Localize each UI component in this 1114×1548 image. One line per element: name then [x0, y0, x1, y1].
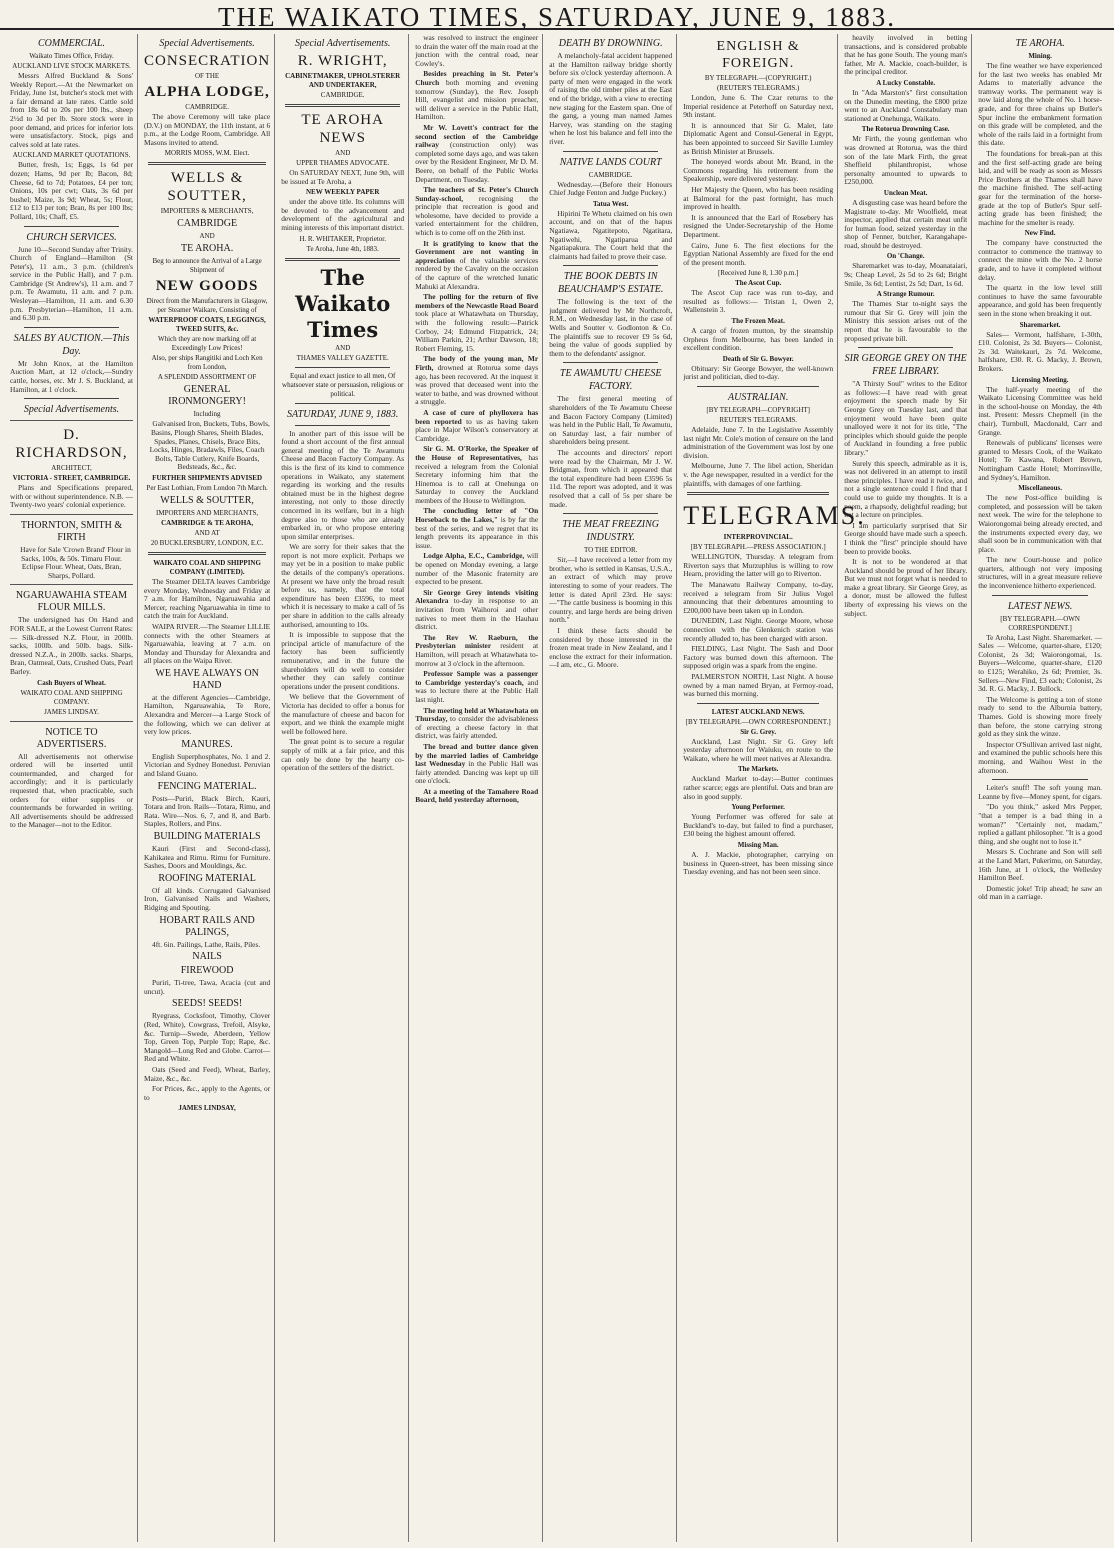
debts-body: The following is the text of the judgment delivered by Mr Northcroft, R.M., on Wednesday last, in the case of Wells and Soutter v. Godlonton & Co. The plaintiffs sue to recover £9 5s 6d, being the value of goods supplied by them to the defendants' assignor.	[549, 297, 673, 358]
columns-container	[8, 34, 1106, 1542]
markets-body: Auckland Market to-day:—Butter continues rather scarce; eggs are plentiful. Oats and bran are also in good supply.	[683, 774, 834, 801]
drowning-heading: DEATH BY DROWNING.	[558, 38, 663, 49]
news-item-body: and was to lecture there at the Public Hall last night.	[415, 677, 539, 704]
further-shipments: FURTHER SHIPMENTS ADVISED	[152, 473, 263, 482]
tatua-heading: Tatua West.	[592, 199, 629, 208]
divider	[295, 367, 390, 368]
aroha-body2: under the above title. Its columns will be devoted to the advancement and development of the agricultural and mining interests of this important district.	[281, 197, 405, 232]
foreign-item: Her Majesty the Queen, who has been residing at Balmoral for the past fortnight, has much improved in health.	[683, 184, 834, 212]
news-item-lead: The body of the young man, Mr Firth,	[415, 354, 539, 372]
divider	[697, 703, 819, 704]
notice-title: NOTICE TO ADVERTISERS.	[36, 726, 107, 750]
foreign-item: Cairo, June 6. The first elections for the Egyptian National Assembly are fixed for the end of the present month.	[683, 240, 834, 267]
change-body: Sharemarket was to-day, Moanataiari, 9s; Cheap Level, 2s 5d to 2s 6d; Bright Smile, 3s 6d; Lentist, 2s 5d; Dart, 1s 6d.	[844, 261, 968, 288]
special-ads-heading: Special Advertisements.	[295, 38, 391, 49]
commercial-office: Waikato Times Office, Friday.	[29, 52, 114, 60]
free-library-heading: SIR GEORGE GREY ON THE FREE LIBRARY.	[844, 353, 967, 378]
news-item-lead: The polling for the return of five members of the Newcastle Road Board	[415, 292, 539, 310]
news-item-lead: Mr W. Lovett's contract for the second section of the Cambridge railway	[415, 122, 539, 150]
sharemarket-heading: Sharemarket.	[1019, 320, 1061, 329]
welcome-body: The Welcome is getting a ton of stone ready to send to the Alburnia battery, Thames. Gold is showing more freely than before, the stone carrying strong gold as they sink the winze.	[978, 694, 1102, 739]
lodge-title: ALPHA LODGE,	[144, 84, 270, 100]
news-item-body: of the valuable services rendered by the Cavalry on the occasion of the capture of the wretched lunatic Mahuki at Alexandra.	[415, 255, 539, 291]
news-item-lead: Sir George Grey intends visiting Alexandra	[415, 587, 539, 606]
wells-sub: IMPORTERS & MERCHANTS,	[160, 207, 254, 216]
roofing-body: Of all kinds. Corrugated Galvanised Iron, Galvanised Nails and Washers, Ridging and Spouting.	[144, 885, 271, 912]
times-and: AND	[335, 343, 351, 352]
including-label: Including	[193, 410, 221, 419]
news-item-lead: The Rev W. Raeburn, the Presbyterian minister	[415, 632, 539, 651]
divider	[992, 595, 1088, 596]
australian-body: Melbourne, June 7. The libel action, Sheridan v. the Age newspaper, resulted in a verdict for the plaintiffs, with damages of one farthing.	[683, 461, 834, 488]
firewood-title: FIREWOOD	[180, 965, 234, 977]
times-sub: THAMES VALLEY GAZETTE.	[296, 353, 389, 362]
thornton-ad	[10, 514, 133, 580]
meat-heading: THE MEAT FREEZING INDUSTRY.	[562, 519, 660, 544]
lindsay-sign: JAMES LINDSAY,	[178, 1104, 236, 1113]
foreign-item: It is announced that the Earl of Rosebery has resigned the Under-Secretaryship of the Home Department.	[683, 212, 834, 239]
quotations-body: Butter, fresh, 1s; Eggs, 1s 6d per dozen; Hams, 9d per lb; Bacon, 8d; Cheese, 6d to 7d; Potatoes, £4 per ton; Onions, 10s per cwt; Oats, 3s 6d per bushel; Maize, 3s 9d; Wheat, 5s; Flour, £12 to £13 per ton; Bran, 8s per 100 lbs; Pollard, 10s; Chaff, £5.	[10, 160, 133, 221]
new-goods-title: NEW GOODS	[155, 278, 259, 295]
news-item-lead: The bread and butter dance given by the married ladies of Cambridge last Wednesday	[415, 741, 539, 769]
richardson-body: Plans and Specifications prepared, with or without superintendence. N.B. — Twenty-two years' colonial experience.	[10, 483, 133, 510]
wells2-title: WELLS & SOUTTER,	[160, 494, 254, 506]
divider	[858, 347, 953, 348]
free-library-body: "A Thirsty Soul" writes to the Editor as follows:—I have read with great enjoyment the speech made by Sir George Grey on Tuesday last, and that enjoyment would have been quite unalloyed were it not for its title, "The principles which should guide the people of Auckland in founding a free public library."	[844, 379, 968, 457]
meat-body: I think these facts should be considered by those interested in the frozen meat trade in New Zealand, and I enclose the extract for their information.—I am, etc., G. Moore.	[549, 625, 673, 670]
editorial-paragraph: We believe that the Government of Victoria has decided to offer a bonus for the manufacture of cheese and bacon for export, and we think the example might well be followed here.	[281, 692, 405, 736]
continued-paragraph: was resolved to instruct the engineer to drain the water off the main road at the junction with the central road, near Cowley's.	[415, 33, 539, 68]
aroha-sub: UPPER THAMES ADVOCATE.	[296, 159, 390, 167]
news-item-lead: Besides preaching in St. Peter's Church	[415, 69, 539, 87]
australian-reuter: REUTER'S TELEGRAMS.	[719, 416, 798, 425]
news-item-body: to-day in response to an invitation from Waihoroi and other natives to meet them in the Hauhau district.	[415, 596, 539, 632]
seeds-title: SEEDS! SEEDS!	[171, 998, 243, 1010]
quartz-body: The quartz in the low level still continues to have the same favourable appearance, and gold has been frequently seen in the stone when breaking it out.	[978, 283, 1102, 319]
snippet: Leiter's snuff! The soft young man. Leanne by five—Money spent, for cigars.	[978, 783, 1102, 801]
thornton-body: Have for Sale 'Crown Brand' Flour in Sacks, 100s, & 50s. Timaru Flour. Eclipse Flour. Wheat, Oats, Bran, Sharps, Pollard.	[20, 545, 131, 580]
livestock-heading: AUCKLAND LIVE STOCK MARKETS.	[12, 62, 131, 70]
news-item-lead: Sir G. M. O'Rorke, the Speaker of the House of Representatives,	[415, 444, 539, 462]
manures-title: MANURES.	[181, 738, 233, 750]
ngaruawahia-title: NGARUAWAHIA STEAM FLOUR MILLS.	[15, 590, 128, 614]
news-item	[415, 240, 538, 292]
richardson-address: VICTORIA - STREET, CAMBRIDGE.	[12, 474, 131, 483]
news-item-body: is by far the best of the series, and we regret that its length prevents its appearance in this issue.	[415, 515, 539, 550]
free-library-body: It is not to be wondered at that Auckland should be proud of her library. But we must not forget what is needed to make a great library. Sir George Grey, as a donor, must be allowed the fullest liberty of expressing his views on the subject.	[844, 557, 968, 618]
mining-heading: Mining.	[1028, 52, 1052, 60]
news-item-body: (construction only) was completed some days ago, and was taken over by the Resident Engineer, Mr D. M. Beere, on behalf of the Public Works Department, on Tuesday.	[415, 140, 539, 184]
divider	[697, 386, 819, 387]
divider	[295, 403, 390, 404]
grey-heading: Sir G. Grey.	[740, 727, 777, 736]
wells-ken: Also, per ships Rangitiki and Loch Ken from London,	[151, 354, 263, 372]
snippet: "Do you think," asked Mrs Pepper, "that a temper is a bad thing in a woman?" "Certainly not, madam," replied a gallant philosopher. "It is a good thing, and she ought not to lose it."	[978, 802, 1102, 846]
news-item	[415, 507, 538, 550]
rumour-heading: A Strange Rumour.	[876, 290, 935, 299]
news-item-lead: Professor Sample was a passenger to Cambridge yesterday's coach,	[415, 669, 539, 687]
column-5	[547, 34, 677, 1542]
nails-title: NAILS	[192, 951, 222, 963]
church-body: June 10—Second Sunday after Trinity. Church of England—Hamilton (St Peter's), 11 a.m., 3 p.m. (children's service in the Public Hall), and 7 p.m. Cambridge (St Andrew's), 11 a.m. and 7 p.m. Te Awamutu, 11 a.m. and 7 p.m. Wesleyan—Hamilton, 11 a.m. and 6.30 p.m. Presbyterian—Hamilton, 11 a.m. and 6.30 p.m.	[10, 244, 133, 323]
snippet: Messrs S. Cochrane and Son will sell at the Land Mart, Pukerimu, on Saturday, 16th June, at 1 o'clock, the Wellesley Hamilton Beef.	[978, 847, 1102, 883]
wheat-title: Cash Buyers of Wheat.	[37, 678, 106, 687]
fencing-body: Posts—Puriri, Black Birch, Kauri, Totara and Iron. Rails—Totara, Rimu, and Rata. Wire—Nos. 6, 7, and 8, and Barb. Staples, Rollers, and Pins.	[144, 793, 271, 829]
debts-heading: THE BOOK DEBTS IN BEAUCHAMP'S ESTATE.	[557, 271, 664, 296]
ngaruawahia-body: The undersigned has On Hand and FOR SALE, at the Lowest Current Rates:— Silk-dressed N.Z. Flour, in 200lb. sacks, 100lb. and 50lb. bags. Silk-dressed N.Z.A., in 200lb. sacks. Sharps, Bran, Oatmeal, Oats, Crushed Oats, Pearl Barley.	[10, 615, 133, 676]
foreign-item: It is announced that Sir G. Malet, late Diplomatic Agent and Consul-General in Egypt, has been appointed to succeed Sir Saville Lumley as British Minister at Brussels.	[683, 120, 834, 156]
news-item	[415, 743, 538, 786]
news-item	[415, 124, 538, 184]
newspaper-title: THE WAIKATO TIMES, SATURDAY, JUNE 9, 1883.	[217, 2, 897, 32]
markets-heading: The Markets.	[737, 765, 779, 774]
mining-body: The foundations for break-pan at this and the first self-acting grade are being laid, and will be ready as soon as Messrs Price Brothers at the Thames shall have the machine finished. The self-acting gear for the termination of the horse-grade at the top of Butler's Spur self-acting grade has been finished; the machine for the smelter is ready.	[978, 148, 1102, 227]
news-item-body: resident at Hamilton, will preach at Whatawhata to-morrow at 3 o'clock in the afternoon.	[415, 641, 539, 668]
sales-body: Mr John Knox, at the Hamilton Auction Mart, at 12 o'clock,—Sundry cattle, horses, etc. Mr J. S. Buckland, at Hamilton, at 1 o'clock.	[10, 358, 133, 394]
coal-title: WAIKATO COAL AND SHIPPING COMPANY.	[20, 688, 123, 706]
livestock-report: Messrs Alfred Buckland & Sons' Weekly Report.—At the Newmarket on Friday, June 1st, butcher's stock met with a fair demand at late rates. Cattle sold from 18s 6d to 20s per 100 lbs., sheep 2½d to 3d per lb. Store stock were in poor demand, and prices for inferior lots were unsatisfactory. Stock, pigs and calves sold at late rates.	[10, 71, 133, 149]
editorial-paragraph: The great point is to secure a regular supply of milk at a fair price, and this can only be done by the hearty co-operation of the settlers of the district.	[281, 737, 405, 773]
wright-place: CAMBRIDGE.	[320, 91, 365, 99]
latest-auckland-heading: LATEST AUCKLAND NEWS.	[711, 707, 805, 716]
telegram-item: FIELDING, Last Night. The Sash and Door Factory was burned down this afternoon. The supposed origin was a spark from the engine.	[683, 644, 834, 671]
times-title: The Waikato Times	[295, 264, 391, 342]
divider	[24, 226, 119, 227]
masthead	[0, 0, 1114, 30]
interprovincial-heading: INTERPROVINCIAL.	[723, 533, 793, 542]
bowyer-heading: Death of Sir G. Bowyer.	[722, 354, 794, 363]
aroha-date: Te Aroha, June 4th, 1883.	[306, 244, 379, 253]
divider	[148, 552, 266, 555]
native-body: Wednesday.—(Before their Honours Chief Judge Fenton and Judge Puckey.)	[549, 179, 673, 198]
native-place: CAMBRIDGE.	[588, 170, 633, 179]
editorial-paragraph: In another part of this issue will be found a short account of the first annual general meeting of the Te Awamutu Cheese and Bacon Factory Company. As this is the first of its kind to commence operations in Waikato, any statement regarding its working and the results obtained must be in the highest degree interesting, not only to those directly concerned in its welfare, but in a high degree also to those who are already embarked in, or who propose entering upon similar enterprises.	[281, 428, 405, 541]
news-item	[415, 552, 538, 586]
wells2-and-at: AND AT	[194, 528, 220, 537]
received-line: [Received June 8, 1.30 p.m.]	[717, 269, 799, 278]
news-item	[415, 70, 538, 122]
news-item	[415, 670, 538, 704]
free-library-body: I am particularly surprised that Sir George should have made such a speech. I think the "first" principle should have been to provide books.	[844, 520, 968, 556]
richardson-name: D. RICHARDSON,	[15, 427, 128, 462]
news-item	[415, 634, 538, 668]
news-item-body: drowned at Rotorua some days ago, has been recovered. At the inquest it was proved that deceased went into the water to bathe, and was drowned without a struggle.	[415, 362, 539, 407]
lodge-sign: MORRIS MOSS, W.M. Elect.	[164, 149, 250, 158]
wright-name: R. WRIGHT,	[297, 53, 388, 69]
meat-body: Sir,—I have received a letter from my brother, who is settled in Kansas, U.S.A., an extract of which may prove interesting to some of your readers. The letter is dated April 23rd. He says:—"The cattle business is booming in this country, and large herds are being driven north."	[549, 555, 673, 625]
rumour-body: The Thames Star to-night says the rumour that Sir G. Grey will join the Ministry this session arises out of the report that he is favourable to the proposed private bill.	[844, 299, 968, 343]
telegram-item: WELLINGTON, Thursday. A telegram from Riverton says that Murzuphlus is willing to row Hearn, providing the latter will go to Riverton.	[683, 552, 834, 579]
news-item	[415, 589, 538, 632]
telegram-item: DUNEDIN, Last Night. George Moore, whose connection with the Glenkenich station was recently alluded to, has been charged with arson.	[683, 616, 834, 643]
divider	[563, 513, 658, 514]
tatua-body: Hipirini Te Whetu claimed on his own account, and on that of the hapus Ngatiawa, Ngatitepoto, Ngatitara, Ngatiwehi, Ngatiparua and Ngatiapakura. The Court held that the claimants had failed to prove their case.	[549, 208, 673, 261]
wells-selling: Which they are now marking off at Exceedingly Low Prices!	[157, 335, 257, 353]
of-the-label: OF THE	[195, 72, 220, 80]
always-body: at the different Agencies—Cambridge, Hamilton, Ngaruawahia, Te Rore, Alexandra and Mercer—a Large Stock of the following, which we can deliver at very low prices.	[144, 692, 271, 737]
divider	[285, 258, 400, 261]
coalco-title: WAIKATO COAL AND SHIPPING COMPANY (LIMITED).	[153, 558, 261, 576]
notice-ad	[10, 721, 133, 830]
building-body: Kauri (First and Second-class), Kahikatea and Rimu. Rimu for Furniture. Sashes, Doors and Mouldings, &c.	[144, 844, 271, 871]
aroha-and: AND	[335, 149, 351, 157]
te-aroha-heading: TE AROHA.	[1015, 38, 1065, 49]
divider	[24, 327, 119, 328]
news-item-lead: Lodge Alpha, E.C., Cambridge,	[423, 551, 525, 561]
cheese-body: The accounts and directors' report were read by the Chairman, Mr J. W. Bridgman, from which it appeared that the total expenditure had been £3596 5s 11d. The report was adopted, and it was resolved that a call of 5s per share be made.	[549, 448, 673, 509]
wells-and: AND	[199, 232, 215, 241]
latest-news-by: [BY TELEGRAPH.—OWN CORRESPONDENT.]	[1000, 614, 1080, 632]
church-heading: CHURCH SERVICES.	[26, 231, 117, 243]
column-6	[681, 34, 866, 1542]
new-find-heading: New Find.	[1024, 229, 1056, 238]
telegram-item: The Manawatu Railway Company, to-day, received a telegram from Sir Julius Vogel announcing that their debentures amounting to £200,000 have been taken up in London.	[683, 579, 834, 615]
general-ironmongery: GENERAL IRONMONGERY!	[168, 384, 246, 408]
sales-heading: SALES BY AUCTION.—This Day.	[13, 332, 130, 357]
latest-auckland-by: [BY TELEGRAPH.—OWN CORRESPONDENT.]	[685, 717, 831, 726]
news-item-lead: A case of cure of phylloxera has been reported	[415, 407, 539, 426]
new-find-body: The company have constructed the contractor to commence the tramway to connect the mine with the No. 2 horse grade, and to have it completed without delay.	[978, 238, 1102, 282]
missing-body: A. J. Mackie, photographer, carrying on business in Queen-street, has been missing since Tuesday evening, and has not been seen since.	[683, 850, 834, 877]
news-item-lead: The meeting held at Whatawhata on Thursday,	[415, 705, 539, 724]
further-sub: Per East Lothian, From London 7th March.	[146, 483, 268, 492]
australian-heading: AUSTRALIAN.	[728, 392, 789, 404]
native-heading: NATIVE LANDS COURT	[559, 156, 662, 168]
splendid-line: A SPLENDID ASSORTMENT OF	[157, 373, 257, 382]
divider	[295, 425, 390, 426]
continued-paragraph: heavily involved in betting transactions, and is considered probable that he has gone South. The young man's father, Mr A. Mackie, coach-builder, is the principal creditor.	[844, 33, 968, 77]
wright-trade: CABINETMAKER, UPHOLSTERER AND UNDERTAKER,	[285, 72, 401, 89]
latest-news-body: Te Aroha, Last Night. Sharemarket. — Sales — Welcome, quarter-share, £120; Colonist, 2s 3d; Waiorongomai, 1s. Buyers—Welcome, quarter-share, £120 to £125; Werahiko, 2s 6d; Premier, 3s. Sellers—New Find, £3 each; Colonist, 2s 3d. R. G. Macky, J. Bullock.	[978, 632, 1102, 694]
unclean-body: A disgusting case was heard before the Magistrate to-day. Mr Woolfield, meat inspector, applied that certain meat unfit for human food, seized yesterday in the shop of Fenner, butcher, Karangahape-road, should be destroyed.	[844, 197, 968, 250]
seeds-body: Ryegrass, Cocksfoot, Timothy, Clover (Red, White), Cowgrass, Trefoil, Alsyke, &c. Turnip—Swede, Aberdeen, Yellow Top, Green Top, Purple Top; Rape, &c. Mangold—Long Red and Globe. Carrot—Red and White.	[144, 1011, 271, 1064]
performer-body: Young Performer was offered for sale at Buckland's to-day, but failed to find a purchaser, £30 being the highest amount offered.	[683, 812, 834, 839]
richardson-ad	[10, 420, 133, 510]
news-item-lead: The teachers of St. Peter's Church Sunday-school,	[415, 185, 539, 203]
iron-list: Galvanised Iron, Buckets, Tubs, Bowls, Basins, Plough Shares, Sheith Blades, Spades, Planes, Chisels, Brace Bits, Locks, Hinges, Bradawls, Files, Coach Bolts, Table Cutlery, Knife Boards, Bedsteads, &c., &c.	[149, 419, 270, 472]
performer-heading: Young Performer.	[731, 803, 785, 812]
news-item-body: recognising the principle that recreation is good and wholesome, have decided to provide a varied entertainment for the children, which is to come off on the 26th inst.	[415, 193, 539, 238]
frozen-body: A cargo of frozen mutton, by the steamship Orpheus from Melbourne, has been landed in excellent condition.	[683, 326, 834, 353]
misc-body: The new Post-office building is completed, and possession will be taken next week. The wire for the telephone to Waiorongomai being already erected, and the instruments expected every day, we shall soon be in communication with that place.	[978, 493, 1102, 554]
misc-heading: Miscellaneous.	[1018, 484, 1062, 493]
latest-news-heading: LATEST NEWS.	[1007, 600, 1073, 612]
wells-cambridge: CAMBRIDGE	[177, 218, 238, 230]
hobart-body: 4ft. 6in. Pailings, Lathe, Rails, Piles.	[152, 939, 261, 949]
wells2-london: 20 BUCKLERSBURY, LONDON, E.C.	[150, 538, 264, 547]
news-item-body: to us as having taken place in Major Wilson's conservatory at Cambridge.	[415, 416, 539, 443]
mining-body: The fine weather we have experienced for the last two weeks has enabled Mr Adams to materially advance the tramway works. The permanent way is now laid along the whole of No. 1 horse-grade, and for three chains up Butler's Spur incline the embankment formation on this grade will be completed, and the whole of the rails laid in a fortnight from this date.	[978, 61, 1102, 148]
waterproof-line: WATERPROOF COATS, LEGGINGS, TWEED SUITS, &c.	[148, 316, 266, 334]
press-association: [BY TELEGRAPH.—PRESS ASSOCIATION.]	[690, 543, 826, 552]
australian-body: Adelaide, June 7. In the Legislative Assembly last night Mr. Cole's motion of censure on the land administration of the Government was lost by one division.	[683, 425, 834, 460]
free-library-body: Surely this speech, admirable as it is, was not delivered in an attempt to instil these principles. I have read it twice, and not a single sentence could I find that I could use to guide my thoughts. It is a poem, a rhapsody, delightful reading; but not a lecture on principles.	[844, 458, 968, 520]
foreign-reuters: (REUTER'S TELEGRAMS.)	[716, 84, 800, 92]
roofing-title: ROOFING MATERIAL	[158, 872, 256, 884]
news-item	[415, 445, 538, 505]
column-1	[8, 34, 138, 1542]
cheese-body: The first general meeting of shareholders of the Te Awamutu Cheese and Bacon Factory Company (Limited) was held in the Public Hall, Te Awamutu, on Saturday last, a fair number of shareholders being present.	[549, 394, 673, 447]
divider	[285, 104, 400, 107]
missing-heading: Missing Man.	[737, 841, 779, 850]
manures-body: English Superphosphates, No. 1 and 2. Victorian and Sydney Bonedust. Peruvian and Island Guano.	[144, 751, 271, 779]
news-item-body: took place at Whatawhata on Thursday, with the following result:—Patrick Corboy, 24; Edmund Fitzpatrick, 24; William Parkin, 21; Arthur Dawson, 18; Robert Fleming, 15.	[415, 309, 539, 353]
aroha-paper: NEW WEEKLY PAPER	[305, 188, 380, 197]
divider	[563, 362, 658, 363]
frozen-heading: The Frozen Meat.	[731, 317, 785, 326]
quotations-heading: AUCKLAND MARKET QUOTATIONS.	[12, 151, 131, 160]
news-item	[415, 293, 538, 353]
thornton-title: THORNTON, SMITH & FIRTH	[20, 520, 123, 543]
richardson-role: ARCHITECT,	[51, 464, 92, 473]
ascot-heading: The Ascot Cup.	[735, 279, 782, 288]
news-item	[415, 409, 538, 443]
column-3	[279, 34, 409, 1542]
wells-title: WELLS & SOUTTER,	[167, 170, 247, 205]
news-item-lead: It is gratifying to know that the Government are not wanting in appreciation	[415, 238, 539, 265]
wells-arrival: Beg to announce the Arrival of a Large Shipment of	[152, 257, 262, 275]
column-4	[413, 34, 543, 1542]
special-ads-heading: Special Advertisements.	[159, 38, 255, 49]
coal-sign: JAMES LINDSAY.	[44, 707, 99, 716]
notice-body: All advertisements not otherwise ordered will be inserted until countermanded, and charged for accordingly; and it is particularly requested that, when practicable, such orders for either supplies or countermands be forwarded in writing. All advertisements should be addressed to the Manager—not to the Editor.	[10, 751, 133, 830]
news-item	[415, 707, 538, 741]
times-motto: Equal and exact justice to all men, Of whatsoever state or persuasion, religious or political.	[282, 371, 404, 398]
coalco-body: The Steamer DELTA leaves Cambridge every Monday, Wednesday and Friday at 7 a.m. for Hamilton, Ngaruawahia and Mercer, reaching Ngaruawahia in time to catch the train for Auckland.	[144, 576, 271, 621]
cheese-heading: TE AWAMUTU CHEESE FACTORY.	[559, 368, 662, 393]
wells2-places: CAMBRIDGE & TE AROHA,	[161, 518, 254, 527]
grey-body: Auckland, Last Night. Sir G. Grey left yesterday afternoon for Waiuku, en route to the Waikato, where he will meet natives at Alexandra.	[683, 736, 834, 763]
unclean-heading: Unclean Meat.	[883, 188, 928, 197]
telegrams-heading: TELEGRAMS.	[683, 501, 866, 531]
drowning-body: A melancholy-fatal accident happened at the Hamilton railway bridge shortly before six o'clock yesterday afternoon. A party of men were engaged in the work of raising the old timber piles at the East end of the bridge, with a view to erecting new staging for the Eastern span. One of the gang, a young man named James Harvey, was standing on the staging when he lost his balance and fell into the river.	[549, 51, 673, 146]
column-8	[976, 34, 1106, 1542]
consecration-title: CONSECRATION	[144, 53, 271, 69]
waipa-body: WAIPA RIVER.—The Steamer LILLIE connects with the other Steamers at Ngaruawahia, leaving at 7 a.m. on Monday and Thursday for Alexandra and all places on the Waipa River.	[144, 621, 271, 666]
lodge-place: CAMBRIDGE.	[185, 103, 229, 111]
rotorua-heading: The Rotorua Drowning Case.	[861, 125, 950, 134]
foreign-heading: ENGLISH & FOREIGN.	[716, 39, 800, 71]
licensing-heading: Licensing Meeting.	[1011, 375, 1069, 384]
constable-body: In "Ada Marston's" first consultation on the Dunedin meeting, the £800 prize went to an Auckland Constabulary man stationed at Onehunga, Waikato.	[844, 87, 968, 123]
divider	[24, 398, 119, 399]
aroha-sign: H. R. WHITAKER, Proprietor.	[299, 234, 386, 243]
foreign-item: London, June 6. The Czar returns to the Imperial residence at Peterhoff on Saturday next, 9th instant.	[683, 93, 834, 120]
news-item-body: both morning and evening tomorrow (Sunday), the Rev. Joseph Hill, evangelist and mission preacher, will deliver a service in the Public Hall, Hamilton.	[415, 77, 539, 122]
aroha-news-title: TE AROHA NEWS	[301, 112, 384, 146]
special-ads-heading: Special Advertisements.	[23, 404, 120, 416]
divider	[992, 779, 1088, 780]
snippet: Domestic joke! Trip ahead; he saw an old man in a carriage.	[978, 883, 1102, 902]
foreign-item: The honeyed words about Mr. Brand, in the Commons regarding his retirement from the Speakership, were delivered yesterday.	[683, 157, 834, 184]
licensing-body: The half-yearly meeting of the Waikato Licensing Committee was held in the school-house on Monday, the 4th inst. Present: Messrs Chepmell (in the chair), Turnbull, Macdonald, Carr and Grange.	[978, 384, 1102, 437]
wells-aroha: TE AROHA.	[180, 243, 234, 255]
issue-date: SATURDAY, JUNE 9, 1883.	[286, 408, 399, 420]
news-item-body: in the Public Hall was fairly attended. Dancing was kept up till one o'clock.	[415, 759, 539, 786]
news-item-lead: The concluding letter of "On Horseback to the Lakes,"	[415, 506, 539, 525]
divider	[148, 162, 266, 165]
licensing-body: Renewals of publicans' licenses were granted to Messrs Cook, of the Waikato Hotel; Te Kawana, Robert Brown, Nottingham Castle Hotel; Morrinsville, and Sydney's, Hamilton.	[978, 438, 1102, 482]
wells2-sub: IMPORTERS AND MERCHANTS,	[156, 508, 259, 517]
ascot-body: The Ascot Cup race was run to-day, and resulted as follows:— Tristan 1, Owen 2, Wallenstein 3.	[683, 288, 834, 315]
editorial-paragraph: We are sorry for their sakes that the report is not more explicit. Perhaps we may yet be in a position to make public the details of the company's operations. At present we have only the broad result before us, namely, that the total expenditure has been £3596, to meet which it is necessary to make a call of 5s per share in addition to the calls already authorised, amounting to 10s.	[281, 542, 405, 629]
news-item	[415, 186, 538, 238]
lodge-body: The above Ceremony will take place (D.V.) on MONDAY, the 11th instant, at 6 p.m., at the Lodge Room, Cambridge. All Masons invited to attend.	[144, 112, 271, 147]
divider	[563, 265, 658, 266]
ngaruawahia-ad	[10, 584, 133, 716]
fencing-title: FENCING MATERIAL.	[157, 780, 257, 792]
telegram-item: PALMERSTON NORTH, Last Night. A house owned by a man named Bryan, at Fermoy-road, was burned this morning.	[683, 671, 834, 699]
news-item-body: to consider the advisableness of erecting a cheese factory in that district, was fairly attended.	[415, 714, 539, 741]
foreign-by: BY TELEGRAPH.—(COPYRIGHT.)	[704, 74, 812, 82]
hobart-title: HOBART RAILS AND PALINGS,	[159, 914, 255, 938]
news-item-body: will be opened on Monday evening, a large number of the Masonic fraternity are expected to be present.	[415, 551, 539, 587]
seeds-oats: Oats (Seed and Feed), Wheat, Barley, Maize, &c., &c.	[144, 1064, 271, 1083]
meat-to-editor: TO THE EDITOR.	[583, 546, 638, 555]
news-item-body: has received a telegram from the Colonial Secretary informing him that the Hinemoa is to call at Onehunga on Saturday to convey the Auckland members of the House to Wellington.	[415, 452, 539, 505]
inspector-body: Inspector O'Sullivan arrived last night, and examined the public schools here this morning, and Waihou West in the afternoon.	[978, 739, 1102, 775]
firewood-body: Puriri, Ti-tree, Tawa, Acacia (cut and uncut).	[144, 978, 271, 996]
commercial-heading: COMMERCIAL.	[38, 38, 105, 49]
sharemarket-body: Sales— Vermont, halfshare, 1-30th, £10. Colonist, 2s 3d. Buyers— Colonist, 2s 3d. Waitekauri, 2s 7d. Welcome, halfshare, £30. R. G. Macky, J. Brown, Brokers.	[978, 329, 1102, 373]
column-7	[842, 34, 972, 1542]
divider	[687, 492, 829, 495]
australian-by: [BY TELEGRAPH—COPYRIGHT]	[706, 406, 810, 415]
editorial-paragraph: It is impossible to suppose that the principal article of manufacture of the factory has been sufficiently remunerative, and in the future the shareholders will do well to consider whether they can safely continue operations under the present conditions.	[281, 630, 405, 691]
divider	[563, 151, 658, 152]
bowyer-body: Obituary: Sir George Bowyer, the well-known jurist and politician, died to-day.	[683, 363, 834, 382]
misc-body: The new Court-house and police quarters, although not very imposing structures, will in a great measure relieve the inconvenience hitherto experienced.	[978, 555, 1102, 591]
change-heading: On 'Change.	[886, 252, 925, 261]
building-title: BUILDING MATERIALS	[153, 831, 261, 842]
news-item	[415, 355, 538, 407]
wells-direct: Direct from the Manufacturers in Glasgow, per Steamer Waikare, Consisting of	[146, 297, 268, 315]
column-2	[142, 34, 275, 1542]
tamahere-item: At a meeting of the Tamahere Road Board, held yesterday afternoon,	[415, 786, 539, 805]
prices-line: For Prices, &c., apply to the Agents, or to	[144, 1084, 271, 1102]
constable-heading: A Lucky Constable.	[876, 78, 936, 87]
aroha-body: On SATURDAY NEXT, June 9th, will be issued at Te Aroha, a	[281, 168, 405, 186]
always-title: WE HAVE ALWAYS ON HAND	[155, 667, 259, 691]
rotorua-body: Mr Firth, the young gentleman who was drowned at Rotorua, was the third son of the late Mark Firth, the great Sheffield philanthropist, whose personalty amounted to upwards to £250,000.	[844, 134, 968, 187]
